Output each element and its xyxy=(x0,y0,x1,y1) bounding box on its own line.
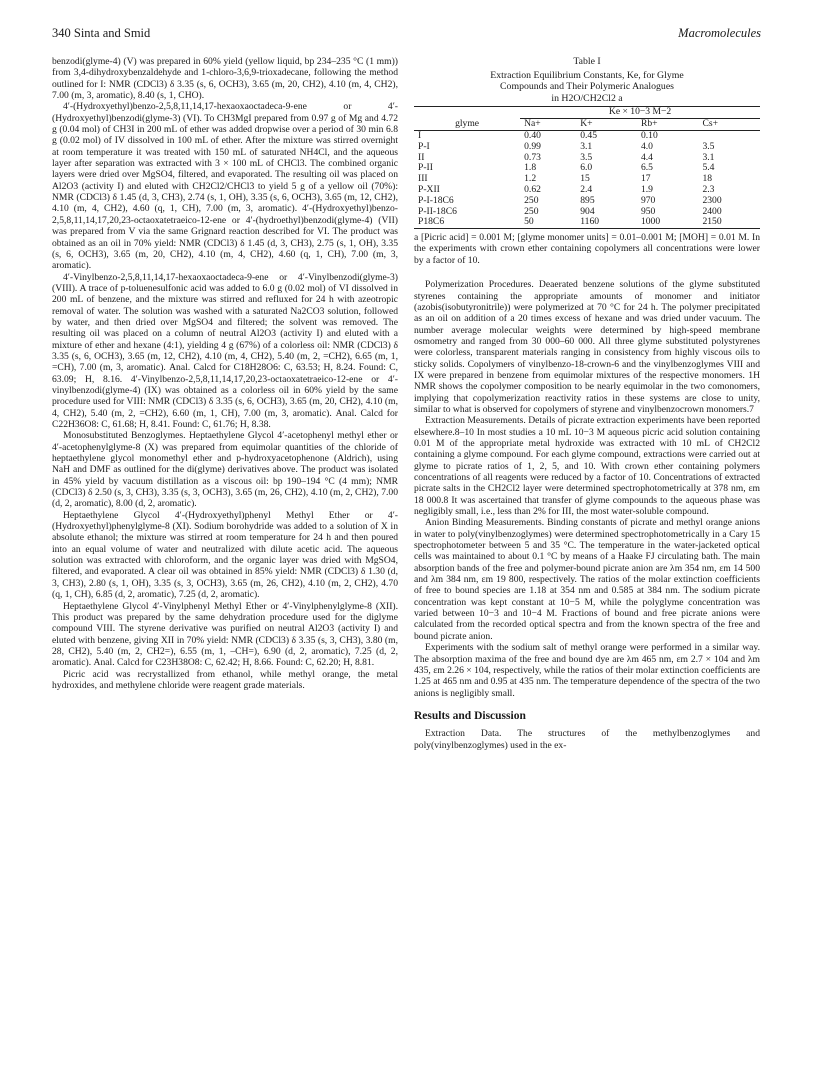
table-cell: 2400 xyxy=(702,205,722,217)
paragraph: Experiments with the sodium salt of methyl orange were performed in a similar way. The absorption maxima of the free and bound dye are λm 465 nm, εm 2.7 × 104 and λm 435, εm 2.26 × 104, respectively, while the ratios of their molar extinction coefficients are 1.25 at 465 nm and 0.95 at 435 nm. The temperature dependence of the spectra of the two anions is negligibly small. xyxy=(414,642,760,699)
table-cell: 3.5 xyxy=(702,140,715,152)
paragraph: 4′-Vinylbenzo-2,5,8,11,14,17-hexaoxaoctadeca-9-ene or 4′-Vinylbenzodi(glyme-3) (VIII). A trace of p-toluenesulfonic acid was added to 6.0 g (0.02 mol) of VI dissolved in 200 mL of benzene, and the mixture was stirred and refluxed for 24 h with azeotropic removal of water. The solution was washed with a saturated Na2CO3 solution, followed by water, and then dried over MgSO4 and filtered; the solvent was removed. The resulting oil was placed on a column of neutral Al2O3 (activity I) and eluted with a mixture of ether and hexane (4:1), yielding 4 g (67%) of a colorless oil: NMR (CDCl3) δ 3.35 (s, 6, OCH3), 3.65 (m, 12, CH2), 4.10 (m, 4, CH2), 5.40 (m, 2, =CH2), 6.65 (m, 1, =CH), 7.00 (m, 3, aromatic). Anal. Calcd for C18H28O6: C, 63.53; H, 8.24. Found: C, 63.09; H, 8.16. 4′-Vinylbenzo-2,5,8,11,14,17,20,23-octaoxatetraeico-12-ene or 4′-vinylbenzodi(glyme-4) (IX) was obtained as a colorless oil in 60% yield by the same procedure used for VIII: NMR (CDCl3) δ 3.35 (s, 6, OCH3), 3.65 (m, 20, CH2), 4.10 (m, 4, CH2), 5.40 (m, 2, =CH2), 6.60 (m, 1, CH), 7.00 (m, 3, aromatic). Anal. Calcd for C22H36O8: C, 61.68; H, 8.41. Found: C, 61.76; H, 8.38. xyxy=(52,271,398,430)
column-header: glyme xyxy=(414,119,520,131)
table-cell: P-XII xyxy=(418,183,440,195)
table-cell: 3.1 xyxy=(702,151,715,163)
table-cell: I xyxy=(418,129,422,141)
paragraph: Anion Binding Measurements. Binding constants of picrate and methyl orange anions in water to poly(vinylbenzoglymes) were determined spectrophotometrically in a Cary 15 spectrophotometer between 5 and 35 °C. The temperature in the water-jacketed optical cells was maintained to about 0.1 °C by means of a Haake FJ circulating bath. The main absorption bands of the free and polymer-bound picrate anion are λm 354 nm, εm 14 500 and λm 384 nm, εm 19 800, respectively. The ratios of the molar extinction coefficients of free to bound species are 1.18 at 354 nm and 0.585 at 384 nm. The sodium picrate concentration was kept constant at 10−5 M, while the polyglyme concentration was varied between 10−3 and 10−4 M. Fractions of bound and free picrate anions were calculated from the recorded optical spectra and from the known spectra of the free and bound picrate anion. xyxy=(414,517,760,642)
table-cell: 1000 xyxy=(637,217,699,228)
table-cell: 904 xyxy=(580,205,595,217)
table-caption-line: Compounds and Their Polymeric Analogues xyxy=(500,81,674,93)
extraction-table xyxy=(414,106,760,229)
table-header-row xyxy=(414,119,760,131)
table-cell: 250 xyxy=(524,205,539,217)
table-cell: 6.5 xyxy=(640,162,653,174)
table-cell: 0.73 xyxy=(524,151,541,163)
table-cell: 4.4 xyxy=(640,151,653,163)
table-footnote: a [Picric acid] = 0.001 M; [glyme monomer units] = 0.01–0.001 M; [MOH] = 0.01 M. In the experiments with crown ether containing copolymers all concentrations were lower by a factor of 10. xyxy=(414,232,760,266)
table-block xyxy=(414,56,760,266)
table-cell: 0.10 xyxy=(640,129,658,141)
table-cell: P-I-18C6 xyxy=(418,194,454,206)
table-cell: 3.1 xyxy=(580,140,593,152)
page-header xyxy=(52,26,761,44)
table-cell: 2300 xyxy=(702,194,722,206)
table-row xyxy=(414,142,760,153)
paragraph: Monosubstituted Benzoglymes. Heptaethylene Glycol 4′-acetophenyl methyl ether or 4′-acetophenylglyme-8 (X) was prepared from equimolar quantities of the chloride of heptaethylene glycol monomethyl ether and p-hydroxyacetophenone (Aldrich), using NaH and DMF as outlined for the di(glyme) derivatives above. The product was isolated in 45% yield by vacuum distillation as a viscous oil: bp 190–194 °C (4 mm); NMR (CDCl3) δ 2.50 (s, 3, CH3), 3.35 (s, 3, OCH3), 3.65 (m, 26, CH2), 4.10 (m, 2, CH2), 7.00 (d, 2, aromatic), 8.00 (d, 2, aromatic). xyxy=(52,430,398,510)
paragraph: Picric acid was recrystallized from ethanol, while methyl orange, the metal hydroxides, and methylene chloride were reagent grade materials. xyxy=(52,668,398,691)
table-cell: 0.62 xyxy=(524,183,541,195)
paragraph: 4′-(Hydroxyethyl)benzo-2,5,8,11,14,17-hexaoxaoctadeca-9-ene or 4′-(Hydroxyethyl)benzodi(glyme-3) (VI). To CH3MgI prepared from 0.97 g of Mg and 4.72 g (0.04 mol) of CH3I in 200 mL of ether was added dropwise over a period of 30 min 6.8 g (0.02 mol) of IV dissolved in 100 mL of ether. After the mixture was stirred overnight at room temperature it was treated with 150 mL of saturated NH4Cl, and the aqueous layer after separation was extracted with 3 × 100 mL of CHCl3. The combined organic layers were dried over MgSO4, filtered, and evaporated. The resulting oil was placed on Al2O3 (activity I) and eluted with CH2Cl2/CHCl3 to yield 5 g of a yellow oil (70%): NMR (CDCl3) δ 1.45 (d, 3, CH3), 2.74 (s, 1, OH), 3.35 (s, 6, OCH3), 3.65 (m, 12, CH2), 4.10 (m, 4, CH2), 4.60 (q, 1, CH), 7.00 (m, 3, aromatic). 4′-(Hydroxyethyl)benzo-2,5,8,11,14,17,20,23-octaoxatetraeico-12-ene or 4′-(hydroethyl)benzodi(glyme-4) (VII) was prepared from V via the same Grignard reaction described for VI. The product was obtained as an oil in 70% yield: NMR (CDCl3) δ 1.45 (d, 3, CH3), 2.75 (s, 1, OH), 3.35 (s, 6, OCH3), 3.65 (m, 20, CH2), 4.10 (m, 4, CH2), 4.60 (q, 1, CH), 7.00 (m, 3, aromatic). xyxy=(52,101,398,272)
paragraph: Heptaethylene Glycol 4′-Vinylphenyl Methyl Ether or 4′-Vinylphenylglyme-8 (XII). This product was prepared by the same dehydration procedure used for the diglyme compound VIII. The styrene derivative was purified on neutral Al2O3 (activity I) and eluted with benzene, giving XII in 70% yield: NMR (CDCl3) δ 3.35 (s, 3, CH3), 3.80 (m, 28, CH2), 5.40 (m, 2, CH2=), 6.55 (m, 1, –CH=), 6.90 (d, 2, aromatic), 7.25 (d, 2, aromatic). Anal. Calcd for C23H38O8: C, 62.42; H, 8.66. Found: C, 62.20; H, 8.81. xyxy=(52,600,398,669)
table-cell: 2.3 xyxy=(702,183,715,195)
section-heading: Results and Discussion xyxy=(414,709,526,722)
paragraph: benzodi(glyme-4) (V) was prepared in 60% yield (yellow liquid, bp 234–235 °C (1 mm)) from 3,4-dihydroxybenzaldehyde and 1-chloro-3,6,9-trioxadecane, following the method outlined for I: NMR (CDCl3) δ 3.35 (s, 6, OCH3), 3.65 (m, 20, CH2), 4.10 (m, 4, CH2), 7.00 (m, 3, aromatic), 8.40 (s, 1, CHO). xyxy=(52,56,398,102)
paragraph: Polymerization Procedures. Deaerated benzene solutions of the glyme substituted styrenes containing the appropriate amounts of monomer and initiator (azobis(isobutyronitrile)) were polymerized at 70 °C for 24 h. The polymer precipitated as an oil on addition of a 20 times excess of hexane and was dried under vacuum. The number average molecular weights were determined by high-speed membrane osmometry and ranged from 30 000–60 000. All three glyme substituted polystyrenes were colorless, transparent materials ranging in consistency from highly viscous oils to sticky solids. Copolymers of vinylbenzo-18-crown-6 and the vinylbenzoglymes VIII and IX were prepared in benzene from equimolar mixtures of the respective monomers. 1H NMR shows the copolymer composition to be nearly equimolar in the two comonomers, implying that copolymerization reactivity ratios in these systems are close to unity, similar to what is observed for copolymers of styrene and vinylbenzocrown monomers.7 xyxy=(414,279,760,415)
table-cell: 1160 xyxy=(576,217,637,228)
table-cell: 2150 xyxy=(698,217,760,228)
right-column xyxy=(414,56,760,751)
column-header: Rb+ xyxy=(637,119,699,131)
left-column xyxy=(52,56,398,691)
column-header: Na+ xyxy=(520,119,576,131)
table-row xyxy=(414,217,760,228)
table-cell: P-II-18C6 xyxy=(418,205,457,217)
table-cell: 0.45 xyxy=(580,129,598,141)
table-cell: 1.9 xyxy=(640,183,653,195)
table-cell: 950 xyxy=(640,205,656,217)
table-cell: P18C6 xyxy=(414,217,520,228)
table-cell: 1.2 xyxy=(524,173,537,185)
table-caption-line: Extraction Equilibrium Constants, Ke, for Glyme xyxy=(490,69,684,81)
table-cell: 50 xyxy=(520,217,576,228)
table-cell: P-II xyxy=(418,162,433,174)
table-cell: 970 xyxy=(640,194,656,206)
table-cell: III xyxy=(418,173,428,185)
table-cell: P-I xyxy=(418,140,430,152)
table-cell: 4.0 xyxy=(640,140,653,152)
table-cell: 895 xyxy=(580,194,595,206)
paragraph: Heptaethylene Glycol 4′-(Hydroxyethyl)phenyl Methyl Ether or 4′-(Hydroxyethyl)phenylglyme-8 (XI). Sodium borohydride was added to a solution of X in absolute ethanol; the mixture was stirred at room temperature for 24 h and then poured into an equal volume of water and neutralized with dilute acetic acid. The aqueous solution was extracted with chloroform, and the organic layer was dried with MgSO4, filtered, and evaporated. A clear oil was obtained in 85% yield: NMR (CDCl3) δ 1.30 (d, 3, CH3), 2.80 (s, 1, OH), 3.35 (s, 3, OCH3), 3.65 (m, 26, CH2), 4.10 (m, 2, CH2), 4.70 (q, 1, CH), 6.85 (d, 2, aromatic), 7.25 (d, 2, aromatic). xyxy=(52,509,398,601)
table-cell: 5.4 xyxy=(702,162,715,174)
table-row xyxy=(414,196,760,207)
table-cell: 250 xyxy=(524,194,539,206)
table-label: Table I xyxy=(573,56,601,67)
table-caption-line: in H2O/CH2Cl2 a xyxy=(551,92,623,104)
table-cell: 17 xyxy=(640,173,651,185)
page-number-authors: 340 Sinta and Smid xyxy=(52,26,151,40)
table-cell: II xyxy=(418,151,425,163)
table-cell: 3.5 xyxy=(580,151,593,163)
journal-name: Macromolecules xyxy=(678,26,761,40)
column-header: Cs+ xyxy=(698,119,760,131)
column-header: K+ xyxy=(576,119,637,131)
paragraph: Extraction Measurements. Details of picrate extraction experiments have been reported elsewhere.8–10 In most studies a 10 mL 10−3 M aqueous picric acid solution containing 0.01 M of the appropriate metal hydroxide was extracted with 10 mL of CH2Cl2 containing a glyme compound. For each glyme compound, extractions were carried out at glyme to picrate ratios of 1, 2, 5, and 10. With crown ether containing polymers concentrations of all reagents were reduced by a factor of 10. Concentrations of extracted picrate salts in the CH2Cl2 layer were determined spectrophotometrically at 378 nm, εm 18 000.8 It was ascertained that transfer of glyme compounds to the aqueous phase was negligibly small, i.e., less than 2% for III, the most water-soluble compound. xyxy=(414,415,760,518)
paragraph: Extraction Data. The structures of the methylbenzoglymes and poly(vinylbenzoglymes) used in the ex- xyxy=(414,728,760,751)
units-header: Ke × 10−3 M−2 xyxy=(520,107,760,119)
table-cell: 0.40 xyxy=(524,129,541,141)
table-cell: 18 xyxy=(702,173,713,185)
table-cell: 15 xyxy=(580,173,590,185)
table-cell: 1.8 xyxy=(524,162,537,174)
table-cell: 2.4 xyxy=(580,183,593,195)
table-cell: 6.0 xyxy=(580,162,593,174)
table-cell: 0.99 xyxy=(524,140,541,152)
